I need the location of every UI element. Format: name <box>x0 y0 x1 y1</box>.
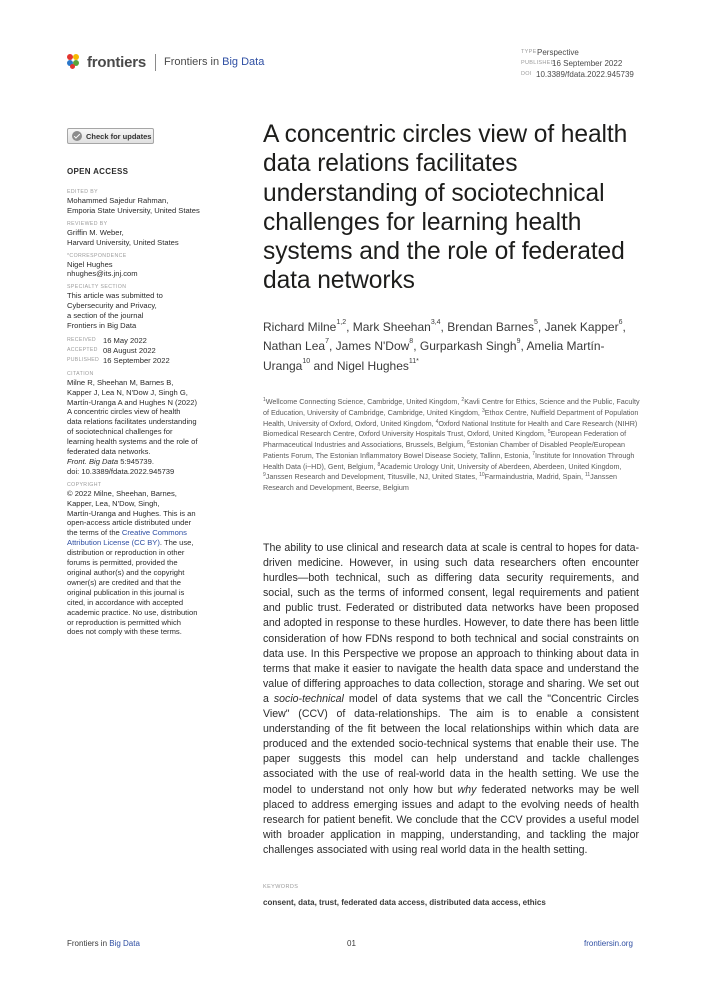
frontiers-logo[interactable] <box>67 52 264 72</box>
type-value: Perspective <box>537 48 579 57</box>
footer-journal[interactable]: Frontiers in Big Data <box>67 939 140 948</box>
doi-label: DOI <box>521 71 532 77</box>
specialty-section: This article was submitted to Cybersecurity and Privacy, a section of the journal Frontiers in Big Data <box>67 291 163 331</box>
published-label: PUBLISHED <box>521 60 555 66</box>
correspondence-email[interactable]: nhughes@its.jnj.com <box>67 269 138 279</box>
keywords-label: KEYWORDS <box>263 884 299 890</box>
author-list: Richard Milne$^{1,2}$, Mark Sheehan$^{3,4}$, Brendan Barnes$^5$, Janek Kapper$^6$, Nathan Lea$^7$, James N'Dow$^8$, Gurparkash Singh$^9$, Amelia Martín-Uranga$^{10}$ and Nigel Hughes$^{11*}$ <box>263 319 626 373</box>
article-title: A concentric circles view of health data relations facilitates understanding of sociotechnical challenges for learning health systems and the role of federated data networks <box>263 121 628 295</box>
citation-label: CITATION <box>67 370 94 377</box>
brand-name: frontiers <box>87 53 147 71</box>
abstract: The ability to use clinical and research data at scale is central to hopes for data-driven medicine. However, in using such data researchers often encounter hurdles—both technical, such as differing data security requirements, and social, such as the terms of informed consent, legal requirements and patient and public trust. Federated or distributed data networks have been proposed and adopted in response to these hurdles. However, to date there has been little consideration of how FDNs respond to both technical and social constraints on data use. In this Perspective we propose an approach to thinking about data in terms that make it easier to navigate the health data space and understand the value of differing approaches to data collection, storage and sharing. We set out a socio-technical model of data systems that we call the "Concentric Circles View" (CCV) of data-relationships. The aim is to enable a consistent understanding of the fit between the local relationships within which data are produced and the extended socio-technical systems that enable their use. The paper suggests this model can help understand and tackle challenges associated with the use of real-world data in the health setting. We use the model to understand not only how but why federated networks may be well placed to address emerging issues and adapt to the evolving needs of health research for patient benefit. We conclude that the CCV provides a useful model with broader application in mapping, understanding, and tackling the major challenges associated with using real world data in the health setting. <box>263 542 639 856</box>
accepted-label: ACCEPTED <box>67 346 98 353</box>
author[interactable]: Janek Kapper$^6$ <box>544 319 623 334</box>
check-for-updates-button[interactable] <box>67 128 154 144</box>
page-number: 01 <box>347 939 356 948</box>
type-label: TYPE <box>521 49 537 55</box>
logo-divider <box>155 54 156 71</box>
accepted-date: 08 August 2022 <box>103 345 156 355</box>
sidebar <box>67 167 215 639</box>
edited-by: Mohammed Sajedur Rahman, Emporia State University, United States <box>67 195 200 215</box>
check-for-updates-label: Check for updates <box>86 131 152 141</box>
license-link[interactable]: Creative Commons <box>121 528 187 538</box>
author[interactable]: Nathan Lea$^7$ <box>263 338 329 354</box>
author[interactable]: Gurparkash Singh$^9$ <box>419 338 521 354</box>
doi-value[interactable]: 10.3389/fdata.2022.945739 <box>536 70 634 79</box>
copyright-label: COPYRIGHT <box>67 481 102 488</box>
frontiers-logo-icon <box>67 54 83 70</box>
copyright: © 2022 Milne, Sheehan, Barnes, Kapper, Lea, N'Dow, Singh, Martín-Uranga and Hughes. This is an open-access article distributed under the terms of the Creative Commons Attribution License (CC BY). The use, distribution or reproduction in other forums is permitted, provided the original author(s) and the copyright owner(s) are credited and that the original publication in this journal is cited, in accordance with accepted academic practice. No use, distribution or reproduction is permitted which does not comply with these terms. <box>67 488 198 637</box>
check-icon <box>72 131 82 141</box>
edited-by-label: EDITED BY <box>67 188 98 195</box>
author[interactable]: Amelia Martín-Uranga$^{10}$ <box>263 339 605 373</box>
author[interactable]: Mark Sheehan$^{3,4}$ <box>352 319 441 334</box>
citation-doi[interactable]: doi: 10.3389/fdata.2022.945739 <box>67 466 175 476</box>
published-label: PUBLISHED <box>67 356 100 363</box>
affiliations: $^1$Wellcome Connecting Science, Cambridge, United Kingdom, $^2$Kavli Centre for Ethics, Science and the Public, Faculty of Education, University of Cambridge, Cambridge, United Kingdom, $^3$Ethox Centre, Nuffield Department of Population Health, University of Oxford, Oxford, United Kingdom, $^4$Oxford National Institute for Health and Care Research (NIHR) Biomedical Research Centre, Oxford University Hospitals Trust, Oxford, United Kingdom, $^5$European Federation of Pharmaceutical Industries and Associations, Brussels, Belgium, $^6$Estonian Chamber of Disabled People/European Patients Forum, The Estonian Inflammatory Bowel Disease Society, Tallinn, Estonia, $^7$Institute for Innovation Through Health Data (i~HD), Gent, Belgium, $^8$Academic Urology Unit, University of Aberdeen, Aberdeen, United Kingdom, $^9$Janssen Research and Development, Titusville, NJ, United States, $^{10}$Farmaindustria, Madrid, Spain, $^{11}$Janssen Research and Development, Beerse, Belgium <box>263 397 640 492</box>
open-access-label: OPEN ACCESS <box>67 167 129 176</box>
author[interactable]: Nigel Hughes$^{11*}$ <box>336 357 419 373</box>
specialty-label: SPECIALTY SECTION <box>67 284 127 291</box>
journal-name[interactable]: Frontiers in Big Data <box>164 56 265 68</box>
author[interactable]: Richard Milne$^{1,2}$ <box>263 319 347 334</box>
published-value: 16 September 2022 <box>552 59 623 68</box>
dates <box>67 336 215 366</box>
published-date: 16 September 2022 <box>103 355 170 365</box>
author[interactable]: James N'Dow$^8$ <box>335 338 414 354</box>
correspondence-label: *CORRESPONDENCE <box>67 252 127 259</box>
citation: Milne R, Sheehan M, Barnes B, Kapper J, Lea N, N'Dow J, Singh G, Martín-Uranga A and Hughes N (2022) A concentric circles view of health data relations facilitates understanding of sociotechnical challenges for learning health systems and the role of federated data networks. Front. Big Data 5:945739. doi: 10.3389/fdata.2022.945739 <box>67 378 215 477</box>
reviewed-by: Griffin M. Weber, Harvard University, United States <box>67 227 179 247</box>
keywords: consent, data, trust, federated data access, distributed data access, ethics <box>263 898 546 907</box>
article-meta <box>521 47 634 80</box>
received-label: RECEIVED <box>67 336 96 343</box>
author[interactable]: Brendan Barnes$^5$ <box>447 319 538 334</box>
footer-site-link[interactable]: frontiersin.org <box>584 939 633 948</box>
correspondence: Nigel Hughes nhughes@its.jnj.com <box>67 260 215 280</box>
received-date: 16 May 2022 <box>103 335 147 345</box>
license-link-2[interactable]: Attribution License (CC BY) <box>67 538 160 548</box>
reviewed-by-label: REVIEWED BY <box>67 220 108 227</box>
